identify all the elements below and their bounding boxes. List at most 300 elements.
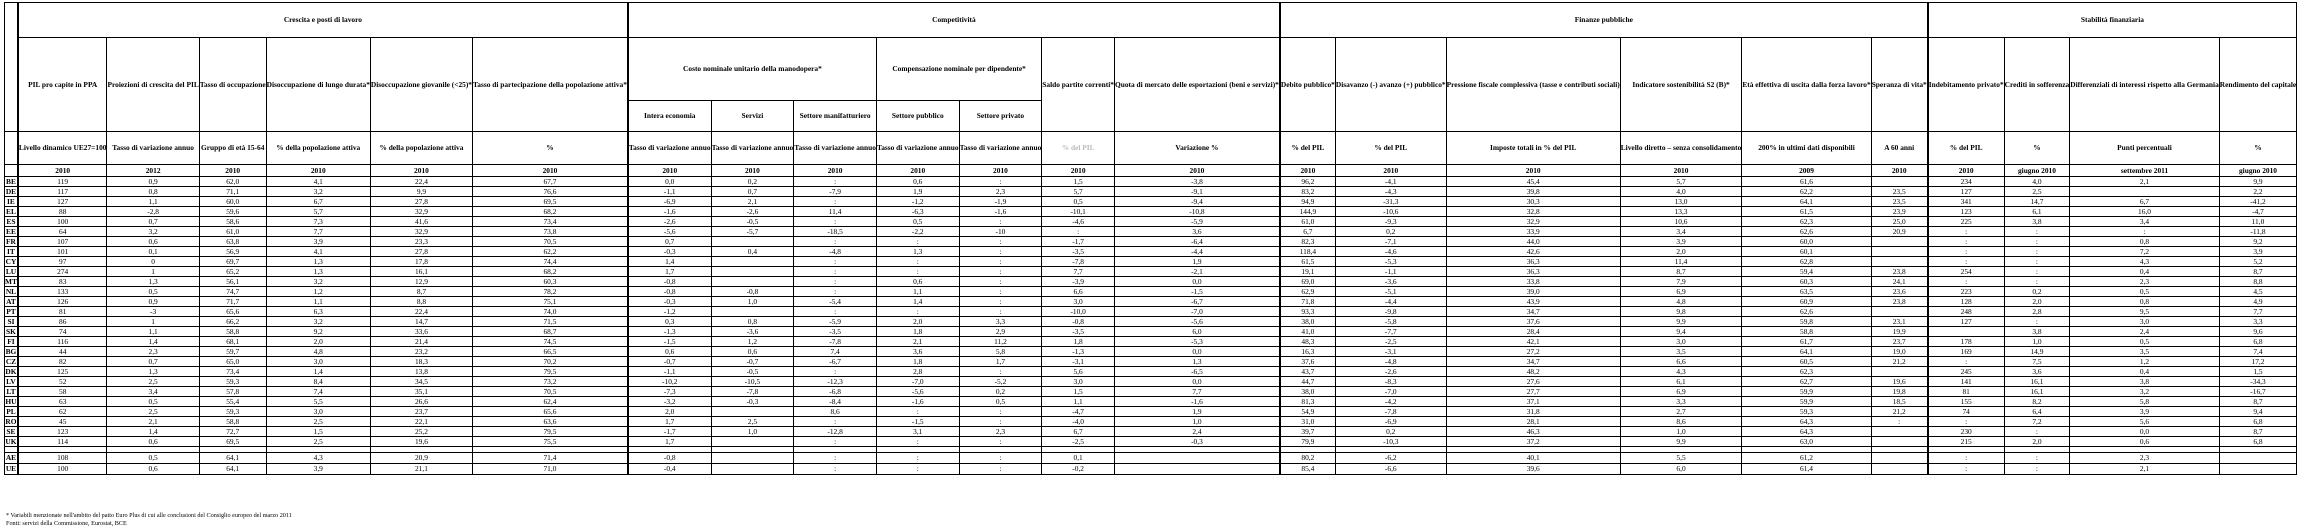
table-cell: 44,0 [1446,237,1620,247]
year-label: 2010 [959,165,1042,177]
table-cell: -2,5 [1335,337,1446,347]
table-cell: -6,7 [1115,297,1280,307]
table-cell: 69,5 [473,197,628,207]
table-cell: : [2004,453,2070,464]
table-cell: 96,2 [1280,177,1336,187]
table-cell: 39,6 [1446,464,1620,475]
table-cell: 2,8 [876,367,959,377]
unit-label: A 60 anni [1871,132,1928,165]
table-cell: 100 [18,217,107,227]
table-cell: 2,2 [2219,187,2296,197]
table-cell: : [794,417,877,427]
table-cell [1871,247,1928,257]
group-header: Competitività [628,3,1280,38]
column-header: Età effettiva di uscita dalla forza lavoro* [1742,38,1871,132]
table-cell: 0,8 [2070,297,2220,307]
country-code: LV [5,377,18,387]
table-cell: 3,5 [1620,347,1742,357]
table-cell: 5,6 [2070,417,2220,427]
table-cell: 11,2 [959,337,1042,347]
table-cell: 254 [1928,267,2004,277]
country-code: LT [5,387,18,397]
table-cell: 13,3 [1620,207,1742,217]
table-cell: 20,9 [370,453,472,464]
table-cell: -0,8 [628,287,711,297]
table-cell: -3,6 [711,327,794,337]
table-cell [1115,464,1280,475]
table-cell: : [2070,227,2220,237]
table-cell: 27,7 [1446,387,1620,397]
table-cell: 3,3 [2219,317,2296,327]
table-cell: 126 [18,297,107,307]
table-cell: 2,4 [2070,327,2220,337]
table-cell: 4,1 [266,177,370,187]
table-cell: 61,4 [1742,464,1871,475]
table-cell: 1,9 [1115,257,1280,267]
table-cell: : [1928,417,2004,427]
column-header: Disoccupazione giovanile (<25)* [370,38,472,132]
table-cell: 4,5 [2219,287,2296,297]
country-code: SE [5,427,18,437]
table-cell: 6,7 [2070,197,2220,207]
table-cell: 178 [1928,337,2004,347]
table-cell: : [959,287,1042,297]
table-cell: 59,3 [199,377,266,387]
aggregate-code: UE [5,464,17,473]
year-label: 2010 [473,165,628,177]
table-cell: 1,0 [2004,337,2070,347]
table-cell: 61,0 [1280,217,1336,227]
table-cell: 7,7 [266,227,370,237]
table-cell: 9,2 [2219,237,2296,247]
table-cell: 1,0 [711,427,794,437]
sub-header: Servizi [711,101,794,132]
table-cell: 0,5 [1042,197,1115,207]
table-cell: 6,6 [1042,287,1115,297]
table-cell [1115,453,1280,464]
table-cell: 2,0 [876,317,959,327]
table-cell: 3,1 [876,427,959,437]
table-row [5,227,2297,237]
table-row [5,437,2297,447]
table-cell: -6,9 [628,197,711,207]
table-cell: 9,8 [1620,307,1742,317]
table-cell: 58,6 [199,217,266,227]
table-cell: : [959,407,1042,417]
table-cell: 7,7 [1115,387,1280,397]
table-cell: 11,4 [794,207,877,217]
table-cell: -4,3 [1335,187,1446,197]
table-cell: 59,9 [1742,397,1871,407]
table-cell: 7,7 [1042,267,1115,277]
table-cell: 36,3 [1446,267,1620,277]
year-label: 2010 [1115,165,1280,177]
table-cell: 62,3 [1742,367,1871,377]
table-cell: 39,7 [1280,427,1336,437]
table-cell: -5,3 [1335,257,1446,267]
table-cell: -9,8 [1335,307,1446,317]
column-header: Proiezioni di crescita del PIL [107,38,199,132]
table-cell: 0,6 [628,347,711,357]
table-cell: 0,5 [876,217,959,227]
table-cell: : [876,267,959,277]
table-cell: -2,5 [1042,437,1115,447]
units-row [5,132,2297,165]
table-cell: 40,1 [1446,453,1620,464]
table-cell: : [876,257,959,267]
table-cell: 35,1 [370,387,472,397]
table-cell: 68,2 [473,267,628,277]
table-cell: -31,3 [1335,197,1446,207]
table-cell: 1,1 [107,327,199,337]
table-cell: 3,5 [2070,347,2220,357]
country-code: IE [5,197,18,207]
table-cell: 127 [1928,187,2004,197]
table-cell: 2,5 [266,437,370,447]
table-row [5,177,2297,187]
table-cell: 12,9 [370,277,472,287]
table-cell: 0,6 [876,177,959,187]
table-cell: 101 [18,247,107,257]
table-cell: 169 [1928,347,2004,357]
table-cell: 8,7 [370,287,472,297]
table-cell: 44 [18,347,107,357]
table-cell: 64,3 [1742,427,1871,437]
year-label: 2010 [199,165,266,177]
table-cell: 1,0 [1620,427,1742,437]
table-cell: 2,1 [711,197,794,207]
table-cell: 1,0 [711,297,794,307]
table-cell: 7,7 [2219,307,2296,317]
country-code: BE [5,177,18,187]
table-cell: 2,5 [107,407,199,417]
table-cell: 2,0 [2004,297,2070,307]
table-cell: -2,1 [1115,267,1280,277]
table-cell: -5,9 [794,317,877,327]
table-cell: 8,7 [2219,397,2296,407]
table-cell: 3,0 [266,357,370,367]
table-cell: 66,5 [473,347,628,357]
table-cell: -4,6 [1335,247,1446,257]
table-cell: 30,3 [1446,197,1620,207]
column-header: Pressione fiscale complessiva (tasse e contributi sociali) [1446,38,1620,132]
table-cell: : [794,453,877,464]
table-cell: 0,8 [711,317,794,327]
table-cell: 2,3 [107,347,199,357]
table-cell: 1,8 [876,357,959,367]
table-cell: 1,1 [1042,397,1115,407]
year-label: 2010 [711,165,794,177]
table-cell [1871,453,1928,464]
table-row [5,337,2297,347]
column-header: Disoccupazione di lungo durata* [266,38,370,132]
table-cell: 5,5 [266,397,370,407]
table-cell: 3,9 [1620,237,1742,247]
table-cell: 6,7 [1280,227,1336,237]
year-label: 2010 [18,165,107,177]
country-code: AT [5,297,18,307]
table-cell: 63,6 [473,417,628,427]
unit-label: Tasso di variazione annuo [876,132,959,165]
table-cell: : [959,247,1042,257]
table-cell: 0,6 [107,237,199,247]
table-cell: 21,4 [370,337,472,347]
table-cell: : [959,237,1042,247]
table-cell: : [794,464,877,475]
table-cell: -3,8 [1115,177,1280,187]
table-cell: 64,3 [1742,417,1871,427]
table-cell: 3,4 [107,387,199,397]
table-cell: 2,0 [2004,437,2070,447]
table-cell: 68,2 [473,207,628,217]
table-cell: -1,3 [1042,347,1115,357]
table-cell [711,464,794,475]
table-cell: : [1928,257,2004,267]
table-cell: 6,9 [1620,287,1742,297]
table-cell: 74 [1928,407,2004,417]
table-cell: 33,6 [370,327,472,337]
table-cell: : [794,437,877,447]
table-cell: 0,7 [628,237,711,247]
table-cell: 56,1 [199,277,266,287]
column-header: Crediti in sofferenza [2004,38,2070,132]
unit-label: Tasso di variazione annuo [959,132,1042,165]
table-cell: 19,8 [1871,387,1928,397]
table-cell: 9,9 [1620,437,1742,447]
unit-label: Livello dinamico UE27=100 [18,132,107,165]
year-label: 2010 [1446,165,1620,177]
table-cell: : [794,267,877,277]
table-cell: : [1928,453,2004,464]
table-cell: 8,7 [1620,267,1742,277]
table-cell: : [1042,227,1115,237]
table-cell: 69,0 [1280,277,1336,287]
table-cell: : [959,417,1042,427]
table-cell: 245 [1928,367,2004,377]
table-cell: 9,9 [2219,177,2296,187]
table-cell: 8,2 [2004,397,2070,407]
table-cell: 0,1 [107,247,199,257]
aggregate-row [5,464,2297,475]
table-cell: 1,2 [266,287,370,297]
table-cell: 60,5 [1742,357,1871,367]
table-cell: 0,2 [2004,287,2070,297]
table-cell: 18,5 [1871,397,1928,407]
country-code: CZ [5,356,17,366]
table-cell: 1,4 [107,427,199,437]
table-cell: -12,8 [794,427,877,437]
table-cell: 9,5 [2070,307,2220,317]
year-label: 2010 [794,165,877,177]
table-cell: 234 [1928,177,2004,187]
table-cell: 83 [18,277,107,287]
table-cell: 1,7 [628,437,711,447]
table-cell [1871,427,1928,437]
table-cell: 14,9 [2004,347,2070,357]
table-cell: 41,6 [370,217,472,227]
unit-label: % della popolazione attiva [370,132,472,165]
table-cell: 23,8 [1871,297,1928,307]
table-cell: -1,5 [1115,287,1280,297]
table-cell: 59,3 [199,407,266,417]
table-cell: 2,7 [1620,407,1742,417]
table-row [5,367,2297,377]
table-cell: 17,2 [2219,357,2296,367]
table-cell: 6,0 [1620,464,1742,475]
table-cell: 0,0 [2070,427,2220,437]
column-header: Speranza di vita* [1871,38,1928,132]
table-cell: 69,5 [199,437,266,447]
table-cell: 64,1 [199,464,266,475]
table-cell: 2,3 [2070,277,2220,287]
table-cell: : [959,297,1042,307]
table-cell: 16,0 [2070,207,2220,217]
table-cell: 2,0 [628,407,711,417]
table-cell: 88 [18,207,107,217]
aggregate-code: AE [5,453,17,462]
table-cell: 14,7 [2004,197,2070,207]
table-cell: 0 [107,257,199,267]
table-cell: -2,2 [876,227,959,237]
table-cell: 9,4 [2219,407,2296,417]
table-cell: 0,9 [107,177,199,187]
unit-label: % del PIL [1280,132,1336,165]
table-cell: -7,8 [1335,407,1446,417]
table-cell: 1,7 [959,357,1042,367]
table-row [5,417,2297,427]
table-cell: 107 [18,237,107,247]
table-cell: 0,6 [107,464,199,475]
table-cell: 1,0 [1115,417,1280,427]
table-cell: 11,4 [1620,257,1742,267]
table-cell: 274 [18,267,107,277]
table-cell: 225 [1928,217,2004,227]
table-cell: 23,2 [370,347,472,357]
table-cell: : [794,277,877,287]
table-cell: 71,0 [473,464,628,475]
table-cell: 6,7 [266,197,370,207]
table-cell: 0,4 [2070,367,2220,377]
footnote-variables: * Variabili menzionate nell'ambito del patto Euro Plus di cui alle conclusioni del Consiglio europeo del marzo 2011 [6,512,292,519]
table-cell: 58 [18,387,107,397]
table-cell: 5,8 [959,347,1042,357]
table-cell: 75,1 [473,297,628,307]
table-cell: 59,3 [1742,407,1871,417]
table-cell: 119 [18,177,107,187]
group-header-row [5,3,2297,38]
column-header: Compensazione nominale per dipendente* [876,38,1041,101]
table-cell: 23,3 [370,237,472,247]
table-cell: -9,3 [1335,217,1446,227]
unit-label: % [473,132,628,165]
table-cell: 27,8 [370,197,472,207]
table-cell: 37,6 [1446,317,1620,327]
table-cell: 127 [18,197,107,207]
table-cell: 6,8 [2219,437,2296,447]
table-cell: -4,4 [1335,297,1446,307]
table-cell: 3,0 [1042,297,1115,307]
table-cell: 1,5 [2219,367,2296,377]
sub-header: Settore manifatturiero [794,101,877,132]
table-cell: 63,5 [1742,287,1871,297]
table-cell: 6,3 [266,307,370,317]
footnotes [6,512,292,527]
table-cell: -1,7 [628,427,711,437]
table-cell [1871,437,1928,447]
table-cell: -7,8 [1042,257,1115,267]
table-row [5,347,2297,357]
table-cell: 0,6 [2070,437,2220,447]
table-cell: 16,3 [1280,347,1336,357]
year-label: 2010 [628,165,711,177]
table-cell: 79,5 [473,427,628,437]
group-header: Finanze pubbliche [1280,3,1928,38]
table-row [5,217,2297,227]
table-cell: 74,4 [473,257,628,267]
country-code: MT [5,276,17,286]
table-cell: : [959,267,1042,277]
table-cell: -18,5 [794,227,877,237]
table-cell: -5,1 [1335,287,1446,297]
table-cell: 4,3 [266,453,370,464]
table-cell: 1,3 [876,247,959,257]
table-cell: 23,7 [370,407,472,417]
table-cell: 71,8 [1280,297,1336,307]
table-cell: 1,1 [266,297,370,307]
table-cell: 8,8 [2219,277,2296,287]
column-header: Debito pubblico* [1280,38,1336,132]
table-cell: -5,3 [1115,337,1280,347]
table-cell: 0,6 [107,437,199,447]
country-code: LU [5,266,17,276]
table-cell: 25,2 [370,427,472,437]
table-cell: 2,5 [2004,187,2070,197]
table-cell: 3,0 [2070,317,2220,327]
table-cell [711,277,794,287]
table-cell: -7,1 [1335,237,1446,247]
table-cell: -5,4 [794,297,877,307]
unit-label: Tasso di variazione annuo [628,132,711,165]
table-cell: 13,0 [1620,197,1742,207]
table-cell: 0,2 [1335,227,1446,237]
table-cell: 19,6 [1871,377,1928,387]
table-cell: : [959,277,1042,287]
table-row [5,317,2297,327]
year-label: settembre 2011 [2070,165,2220,177]
table-cell: -3,9 [1042,277,1115,287]
table-cell: 61,6 [1742,177,1871,187]
table-row [5,267,2297,277]
table-row [5,387,2297,397]
table-cell: 1,3 [107,277,199,287]
table-cell: 248 [1928,307,2004,317]
table-cell: 83,2 [1280,187,1336,197]
table-cell: 5,8 [2070,397,2220,407]
table-cell: 43,9 [1446,297,1620,307]
table-cell: 42,1 [1446,337,1620,347]
table-cell: : [794,217,877,227]
table-cell: -0,8 [628,453,711,464]
table-cell: 64,1 [1742,347,1871,357]
table-cell [711,267,794,277]
unit-label: % della popolazione attiva [266,132,370,165]
table-cell: -3,5 [1042,247,1115,257]
table-cell: 0,0 [628,177,711,187]
table-cell: 39,0 [1446,287,1620,297]
table-cell: 1,9 [876,187,959,197]
table-cell: -0,3 [711,397,794,407]
table-cell: 0,2 [711,177,794,187]
